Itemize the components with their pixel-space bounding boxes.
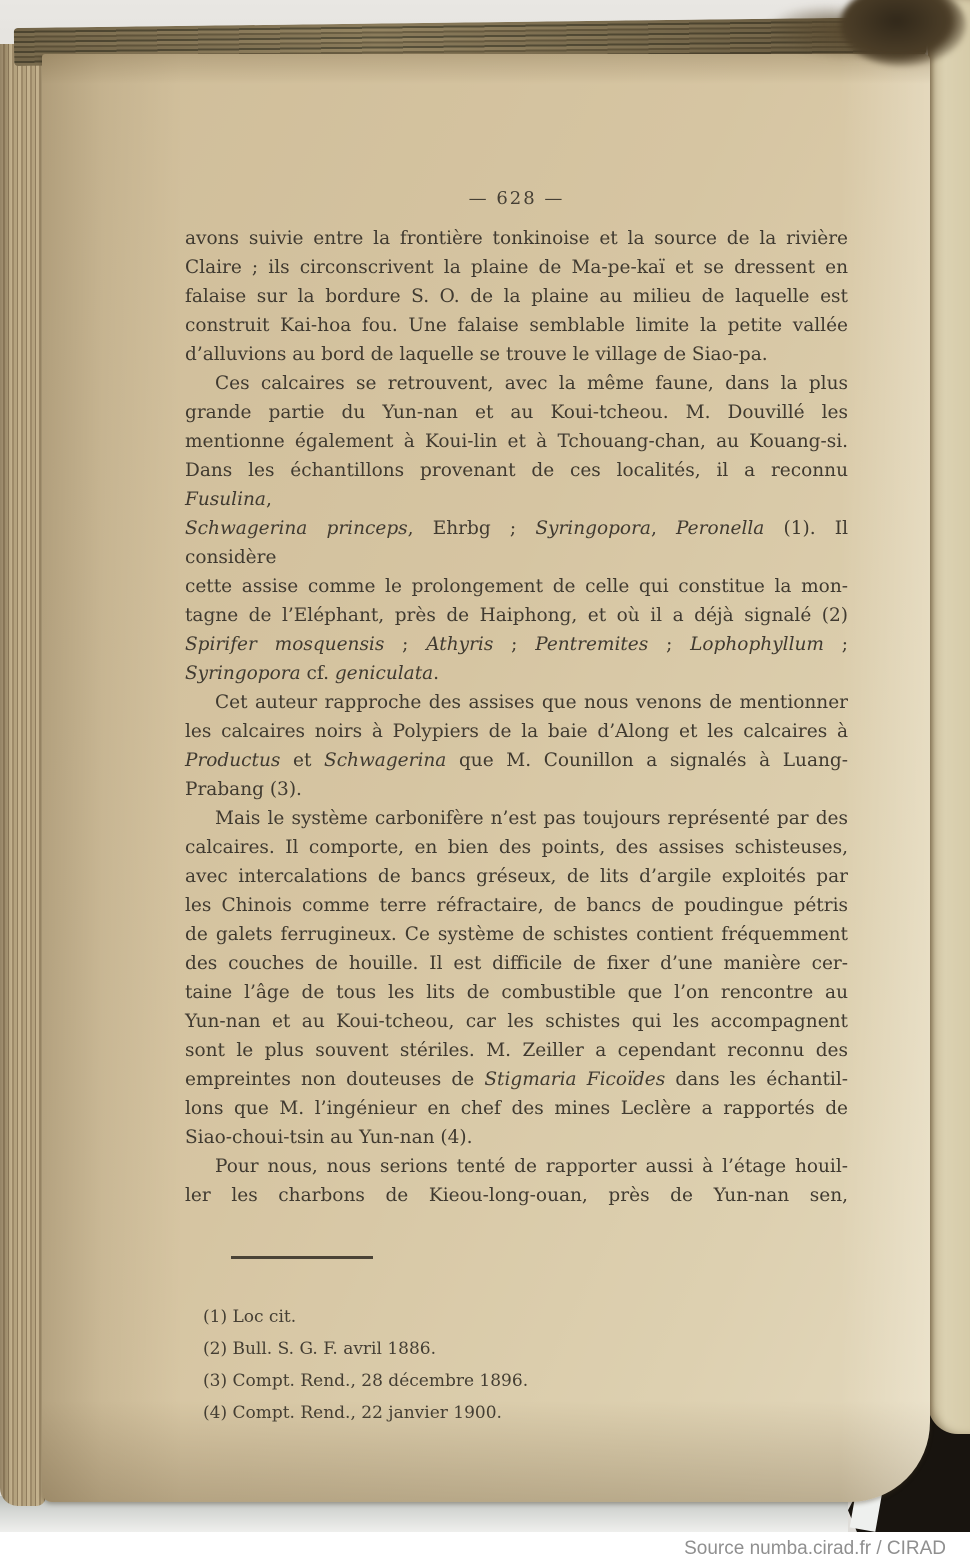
footnote-rule <box>231 1256 373 1259</box>
paragraph <box>185 688 848 804</box>
species-name-italic: Fusulina <box>185 489 266 510</box>
paragraph <box>185 1152 848 1210</box>
text-line <box>185 920 848 949</box>
text-segment: construit Kai-hoa fou. Une falaise semblable limite la petite vallée <box>185 315 848 336</box>
paragraph <box>185 804 848 1152</box>
text-segment: , Ehrbg ; <box>407 518 536 539</box>
text-segment: de galets ferrugineux. Ce système de schistes contient fréquemment <box>185 924 848 945</box>
species-name-italic: geniculata <box>334 663 434 684</box>
text-segment: Mais le système carbonifère n’est pas toujours représenté par des <box>215 808 848 829</box>
paragraph <box>185 369 848 688</box>
text-segment: (1). Il considère <box>185 518 849 568</box>
text-line <box>185 978 848 1007</box>
text-segment: taine l’âge de tous les lits de combustible que l’on rencontre au <box>185 982 848 1003</box>
text-segment: avons suivie entre la frontière tonkinoise et la source de la rivière <box>185 228 848 249</box>
text-line <box>185 514 848 572</box>
text-line <box>185 1007 848 1036</box>
text-segment: Ces calcaires se retrouvent, avec la même faune, dans la plus <box>215 373 848 394</box>
text-segment: , <box>265 489 272 510</box>
species-name-italic: Schwagerina <box>324 750 447 771</box>
text-segment: les calcaires noirs à Polypiers de la baie d’Along et les calcaires à <box>185 721 848 742</box>
text-segment: lons que M. l’ingénieur en chef des mines Leclère a rapportés de <box>185 1098 848 1119</box>
text-segment: empreintes non douteuses de <box>185 1069 485 1090</box>
text-line <box>185 282 848 311</box>
text-segment: Siao-choui-tsin au Yun-nan (4). <box>185 1127 473 1148</box>
text-line <box>185 833 848 862</box>
text-line <box>185 630 848 659</box>
text-line <box>185 1152 848 1181</box>
text-segment: , <box>650 518 677 539</box>
text-segment: calcaires. Il comporte, en bien des points, des assises schisteuses, <box>185 837 848 858</box>
text-segment: Pour nous, nous serions tenté de rapporter aussi à l’étage houil- <box>215 1156 848 1177</box>
text-line <box>185 1036 848 1065</box>
species-name-italic: Stigmaria Ficoïdes <box>484 1069 666 1090</box>
species-name-italic: Peronella <box>676 518 765 539</box>
text-segment: les Chinois comme terre réfractaire, de bancs de poudingue pétris <box>185 895 848 916</box>
text-line <box>185 572 848 601</box>
paragraphs <box>185 224 848 1210</box>
text-line <box>185 224 848 253</box>
species-name-italic: Athyris <box>426 634 494 655</box>
paragraph <box>185 224 848 369</box>
text-line <box>185 601 848 630</box>
source-caption: Source numba.cirad.fr / CIRAD <box>684 1538 946 1559</box>
text-line <box>185 659 848 688</box>
text-segment: avec intercalations de bancs gréseux, de lits d’argile exploités par <box>185 866 848 887</box>
text-segment: mentionne également à Koui-lin et à Tchouang-chan, au Kouang-si. <box>185 431 848 452</box>
text-line <box>185 717 848 746</box>
footnote-line: (4) Compt. Rend., 22 janvier 1900. <box>203 1403 502 1423</box>
footnote-line: (1) Loc cit. <box>203 1307 297 1327</box>
text-line <box>185 340 848 369</box>
text-segment: falaise sur la bordure S. O. de la plaine au milieu de laquelle est <box>185 286 848 307</box>
text-line <box>185 688 848 717</box>
species-name-italic: Pentremites <box>535 634 649 655</box>
species-name-italic: Syringopora <box>185 663 301 684</box>
text-line <box>185 891 848 920</box>
text-line <box>185 369 848 398</box>
text-line <box>185 1065 848 1094</box>
text-line <box>185 775 848 804</box>
text-line <box>185 746 848 775</box>
text-segment: ; <box>823 634 849 655</box>
species-name-italic: Productus <box>185 750 281 771</box>
species-name-italic: Lophophyllum <box>690 634 824 655</box>
text-segment: ; <box>493 634 536 655</box>
text-segment: cf. <box>300 663 335 684</box>
text-segment: ler les charbons de Kieou-long-ouan, près de Yun-nan sen, <box>185 1185 848 1206</box>
text-line <box>185 253 848 282</box>
text-segment: que M. Counillon a signalés à Luang- <box>446 750 848 771</box>
text-segment: des couches de houille. Il est difficile de fixer d’une manière cer- <box>185 953 848 974</box>
text-segment: Yun-nan et au Koui-tcheou, car les schistes qui les accompagnent <box>185 1011 848 1032</box>
text-segment: et <box>280 750 325 771</box>
text-line <box>185 311 848 340</box>
text-segment: ; <box>384 634 427 655</box>
text-line <box>185 1094 848 1123</box>
book-page <box>42 54 930 1502</box>
footnote-line: (2) Bull. S. G. F. avril 1886. <box>203 1339 437 1359</box>
text-line <box>185 862 848 891</box>
text-line <box>185 1181 848 1210</box>
text-segment: grande partie du Yun-nan et au Koui-tcheou. M. Douvillé les <box>185 402 848 423</box>
species-name-italic: Schwagerina princeps <box>185 518 408 539</box>
text-segment: Dans les échantillons provenant de ces localités, il a reconnu <box>185 460 848 481</box>
text-segment: tagne de l’Eléphant, près de Haiphong, et où il a déjà signalé (2) <box>185 605 848 626</box>
footnotes <box>185 1301 848 1429</box>
text-line <box>185 456 848 514</box>
source-bar <box>0 1532 970 1566</box>
text-line <box>185 1123 848 1152</box>
text-segment: d’alluvions au bord de laquelle se trouve le village de Siao-pa. <box>185 344 768 365</box>
text-segment: sont le plus souvent stériles. M. Zeiller a cependant reconnu des <box>185 1040 848 1061</box>
text-line <box>185 949 848 978</box>
footnote-line: (3) Compt. Rend., 28 décembre 1896. <box>203 1371 529 1391</box>
species-name-italic: Spirifer mosquensis <box>185 634 385 655</box>
text-segment: Claire ; ils circonscrivent la plaine de Ma-pe-kaï et se dressent en <box>185 257 848 278</box>
text-line <box>185 398 848 427</box>
page-stack-left-edge <box>0 44 46 1506</box>
page-number: — 628 — <box>468 188 565 209</box>
text-segment: Prabang (3). <box>185 779 302 800</box>
text-segment: . <box>433 663 440 684</box>
text-segment: dans les échantil- <box>665 1069 848 1090</box>
page-text-block <box>185 224 848 1429</box>
text-segment: cette assise comme le prolongement de celle qui constitue la mon- <box>185 576 848 597</box>
facing-page-edge <box>928 0 970 1434</box>
species-name-italic: Syringopora <box>535 518 651 539</box>
text-line <box>185 427 848 456</box>
text-line <box>185 804 848 833</box>
text-segment: ; <box>648 634 691 655</box>
text-segment: Cet auteur rapproche des assises que nous venons de mentionner <box>215 692 848 713</box>
